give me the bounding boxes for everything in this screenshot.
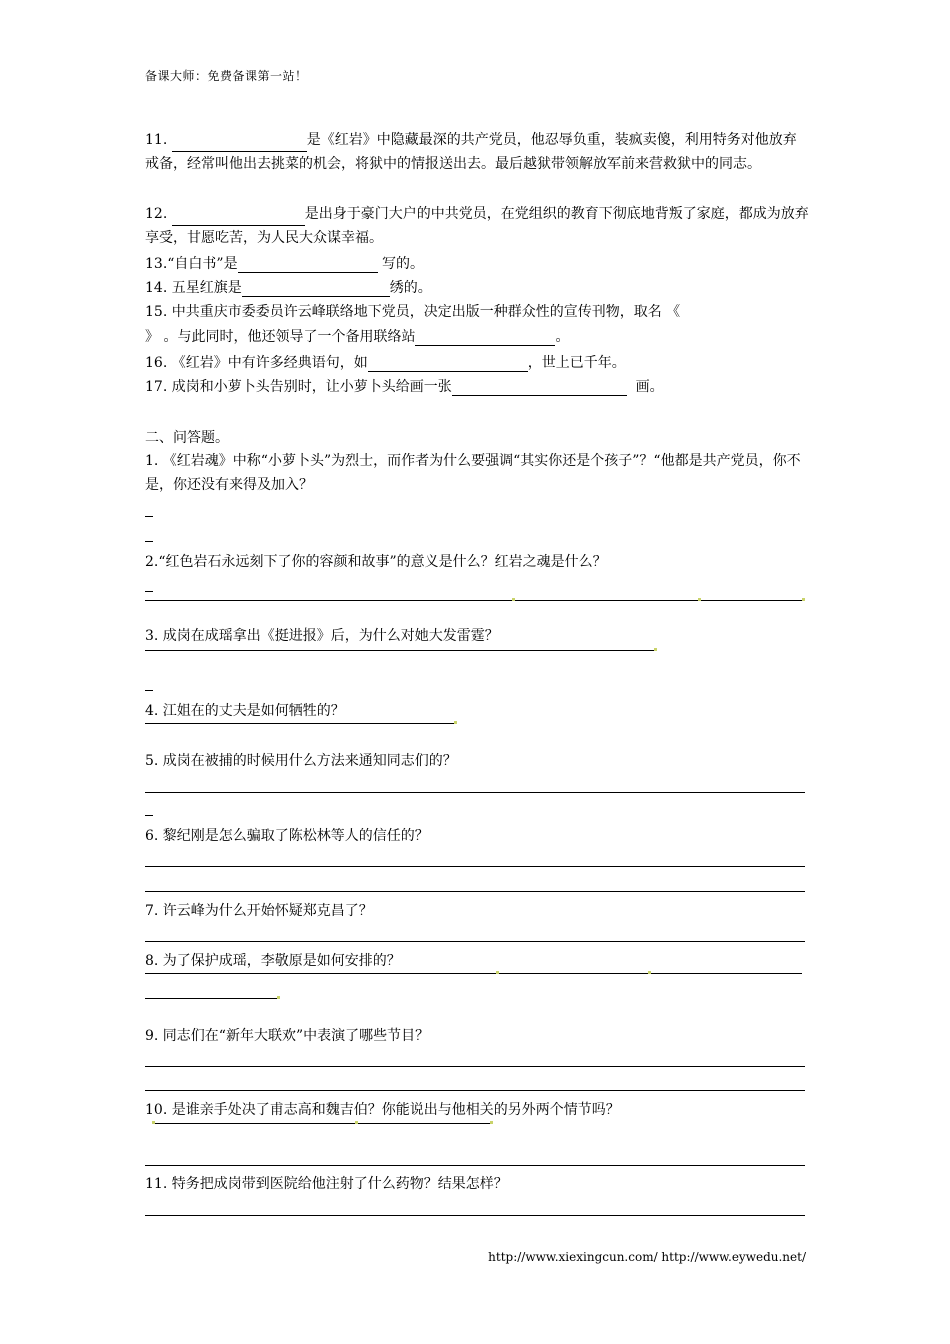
answer-line[interactable] <box>145 792 805 793</box>
answer-line[interactable] <box>145 866 805 867</box>
question-3: 3. 成岗在成瑶拿出《挺进报》后，为什么对她大发雷霆？ <box>145 628 499 644</box>
scan-mark <box>512 598 515 601</box>
scan-mark <box>490 1121 493 1124</box>
scan-mark <box>152 1121 155 1124</box>
question-4: 4. 江姐在的丈夫是如何牺牲的？ <box>145 703 345 719</box>
fill-in-15: 15. 中共重庆市委委员许云峰联络地下党员，决定出版一种群众性的宣传刊物，取名 《 <box>145 304 681 320</box>
question-6: 6. 黎纪刚是怎么骗取了陈松林等人的信任的？ <box>145 828 429 844</box>
answer-line[interactable] <box>145 723 455 724</box>
answer-blank[interactable] <box>452 379 627 396</box>
answer-blank[interactable] <box>172 135 307 152</box>
section-title: 二、问答题。 <box>145 430 229 446</box>
answer-blank[interactable] <box>415 329 555 346</box>
fill-in-15-line2: 》 。与此同时，他还领导了一个备用联络站 。 <box>145 329 570 345</box>
fill-in-13: 13.“自白书”是 写的。 <box>145 256 425 272</box>
fill-in-11 <box>145 128 810 176</box>
answer-blank[interactable] <box>368 355 528 372</box>
answer-line[interactable] <box>145 973 802 974</box>
scan-mark <box>277 996 280 999</box>
item-text: 是《红岩》中隐藏最深的共产党员，他忍辱负重，装疯卖傻，利用特务对他放弃戒备，经常叫他出去挑菜的机会，将狱中的情报送出去。最后越狱带领解放军前来营救狱中的同志。 <box>145 132 797 172</box>
answer-dash <box>145 516 153 517</box>
answer-line[interactable] <box>152 1123 492 1124</box>
answer-line[interactable] <box>145 600 805 601</box>
item-number: 11. <box>145 132 168 148</box>
question-1: 1. 《红岩魂》中称“小萝卜头”为烈士，而作者为什么要强调“其实你还是个孩子”？“他都是共产党员，你不是，你还没有来得及加入？ <box>145 453 801 493</box>
question-2: 2.“红色岩石永远刻下了你的容颜和故事”的意义是什么？红岩之魂是什么？ <box>145 554 607 570</box>
question-10: 10. 是谁亲手处决了甫志高和魏吉伯？你能说出与他相关的另外两个情节吗？ <box>145 1102 620 1118</box>
scan-mark <box>654 648 657 651</box>
answer-dash <box>145 541 153 542</box>
site-header: 备课大师：免费备课第一站！ <box>145 69 308 83</box>
item-number: 12. <box>145 206 168 222</box>
question-8: 8. 为了保护成瑶，李敬原是如何安排的？ <box>145 953 401 969</box>
answer-blank[interactable] <box>238 256 378 273</box>
question-7: 7. 许云峰为什么开始怀疑郑克昌了？ <box>145 903 373 919</box>
answer-line[interactable] <box>145 891 805 892</box>
fill-in-17: 17. 成岗和小萝卜头告别时，让小萝卜头给画一张 画。 <box>145 379 664 395</box>
fill-in-16: 16. 《红岩》中有许多经典语句，如 ，世上已千年。 <box>145 355 626 371</box>
answer-line[interactable] <box>145 1165 805 1166</box>
question-5: 5. 成岗在被捕的时候用什么方法来通知同志们的？ <box>145 753 457 769</box>
answer-dash <box>145 815 153 816</box>
answer-dash <box>145 690 153 691</box>
question-9: 9. 同志们在“新年大联欢”中表演了哪些节目？ <box>145 1028 430 1044</box>
answer-line[interactable] <box>145 1090 805 1091</box>
fill-in-12 <box>145 202 810 250</box>
answer-line[interactable] <box>145 998 278 999</box>
scan-mark <box>802 598 805 601</box>
answer-line[interactable] <box>145 650 655 651</box>
answer-blank[interactable] <box>242 280 390 297</box>
question-11: 11. 特务把成岗带到医院给他注射了什么药物？结果怎样？ <box>145 1176 508 1192</box>
footer-urls: http://www.xiexingcun.com/ http://www.eywedu.net/ <box>488 1250 806 1264</box>
scan-mark <box>648 971 651 974</box>
item-text: 是出身于豪门大户的中共党员，在党组织的教育下彻底地背叛了家庭，都成为放弃享受，甘愿吃苦，为人民大众谋幸福。 <box>145 206 809 246</box>
answer-line[interactable] <box>145 1066 805 1067</box>
scan-mark <box>454 721 457 724</box>
fill-in-14: 14. 五星红旗是 绣的。 <box>145 280 432 296</box>
answer-line[interactable] <box>145 1215 805 1216</box>
answer-blank[interactable] <box>172 209 305 226</box>
scan-mark <box>496 971 499 974</box>
scan-mark <box>355 1121 358 1124</box>
answer-line[interactable] <box>145 941 805 942</box>
answer-dash <box>145 591 153 592</box>
scan-mark <box>698 598 701 601</box>
